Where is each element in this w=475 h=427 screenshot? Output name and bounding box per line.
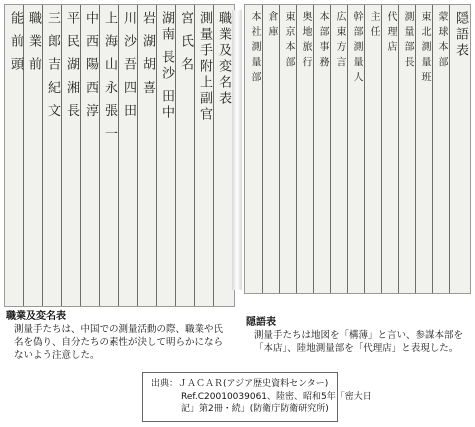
column-rule: [80, 5, 81, 306]
handwritten-column: 本 部 事 務: [317, 11, 328, 68]
column-rule: [213, 5, 214, 306]
column-rule: [137, 5, 138, 306]
handwritten-column: 岩 湖 胡 喜: [140, 11, 155, 97]
column-rule: [61, 5, 62, 306]
handwritten-column: 代 理 店: [385, 11, 396, 53]
handwritten-column: 測 量 部 長: [402, 11, 413, 68]
handwritten-column: 上 海 山 永 張 一: [102, 11, 117, 143]
column-rule: [364, 5, 365, 293]
source-citation-box: [142, 372, 372, 422]
column-rule: [313, 5, 314, 293]
column-rule: [347, 5, 348, 293]
handwritten-column: 能 前 頭: [8, 11, 23, 74]
column-rule: [415, 5, 416, 293]
handwritten-column: 広 東 方 言: [334, 11, 345, 68]
column-rule: [99, 5, 100, 306]
column-rule: [175, 5, 176, 306]
handwritten-column: 宮 氏 名: [178, 11, 193, 74]
column-rule: [398, 5, 399, 293]
handwritten-column: 川 沙 吾 四 田: [121, 11, 136, 120]
handwritten-column: 蒙 球 本 部: [436, 11, 447, 68]
column-rule: [156, 5, 157, 306]
column-rule: [432, 5, 433, 293]
right-caption-text: 測量手たちは地図を「構薄」と言い、参謀本部を「本店」、陸地測量部を「代理店」と表現した。: [254, 330, 464, 354]
left-caption-title: 職業及変名表: [6, 311, 66, 322]
column-rule: [23, 5, 24, 306]
column-rule: [279, 5, 280, 293]
source-line-2: Ref.C20010039061、陸密、昭和5年「密大日: [181, 391, 372, 402]
column-rule: [262, 5, 263, 293]
source-line-3: 記」第2冊・続」(防衛庁防衛研究所): [181, 404, 329, 414]
column-rule: [194, 5, 195, 306]
column-rule: [42, 5, 43, 306]
handwritten-column: 測量手附上副官: [197, 11, 212, 123]
right-caption-title: 隠語表: [246, 317, 276, 328]
column-rule: [330, 5, 331, 293]
right-caption: [246, 316, 472, 355]
handwritten-column: 職 業 前: [26, 11, 41, 74]
column-rule: [118, 5, 119, 306]
occupation-alias-table-scan: [4, 4, 235, 307]
handwritten-column: 東 京 本 部: [283, 11, 294, 68]
handwritten-column: 本 社 測 量 部: [249, 11, 260, 83]
handwritten-column: 三 郎 吉 紀 文: [45, 11, 60, 120]
handwritten-column: 湖南 長沙 田中: [159, 11, 174, 122]
book-fold-shadow: [232, 10, 242, 290]
column-rule: [449, 5, 450, 293]
column-rule: [296, 5, 297, 293]
handwritten-column: 幹 部 測 量 人: [351, 11, 362, 83]
source-line-1: 出典：ＪＡＣＡＲ(アジア歴史資料センター): [151, 379, 329, 389]
handwritten-column: 主 任: [368, 11, 379, 38]
handwritten-column: 中 西 陽 西 淳: [83, 11, 98, 120]
handwritten-column: 奥 地 旅 行: [300, 11, 311, 68]
handwritten-column: 隠語表: [453, 11, 468, 59]
left-caption: [6, 310, 228, 362]
handwritten-column: 倉 庫: [266, 11, 277, 38]
handwritten-column: 職業及変名表: [216, 11, 231, 107]
column-rule: [381, 5, 382, 293]
handwritten-column: 平 民 湖 湘 長: [64, 11, 79, 120]
code-word-table-scan: [244, 4, 471, 294]
handwritten-column: 東 北 測 量 班: [419, 11, 430, 83]
left-caption-text: 測量手たちは、中国での測量活動の際、職業や氏名を偽り、自分たちの素性が決して明らかにならないよう注意した。: [14, 324, 224, 361]
